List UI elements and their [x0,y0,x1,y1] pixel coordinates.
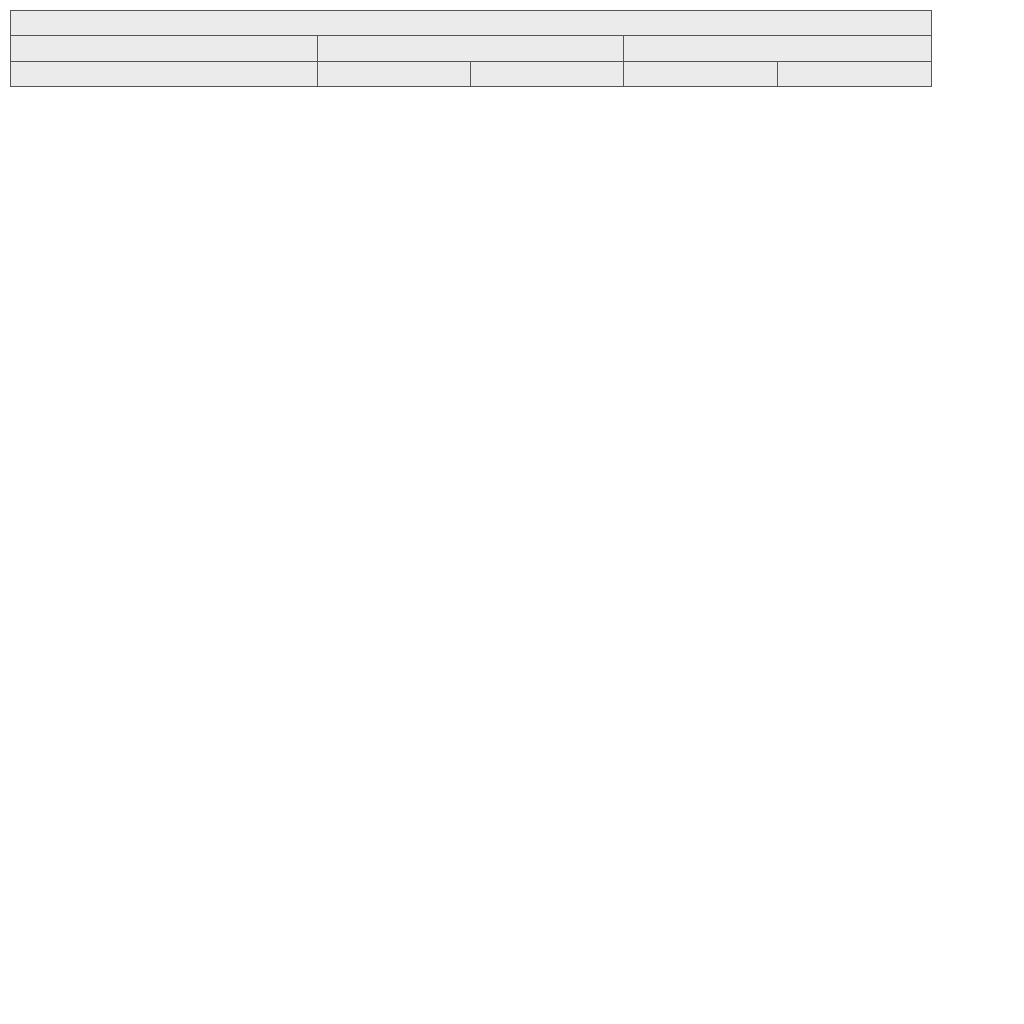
site-info-header [11,62,318,87]
colorbar-gradient [952,30,963,375]
avg-low-mode-header [318,62,471,87]
colorbar [940,20,1010,385]
stats-table [10,10,932,112]
date-range [11,36,318,62]
std-high-mode-header [778,62,932,87]
std-dev-header [624,36,932,62]
std-low-mode-header [624,62,778,87]
average-header [318,36,624,62]
table-title [11,11,932,36]
avg-high-mode-header [471,62,624,87]
